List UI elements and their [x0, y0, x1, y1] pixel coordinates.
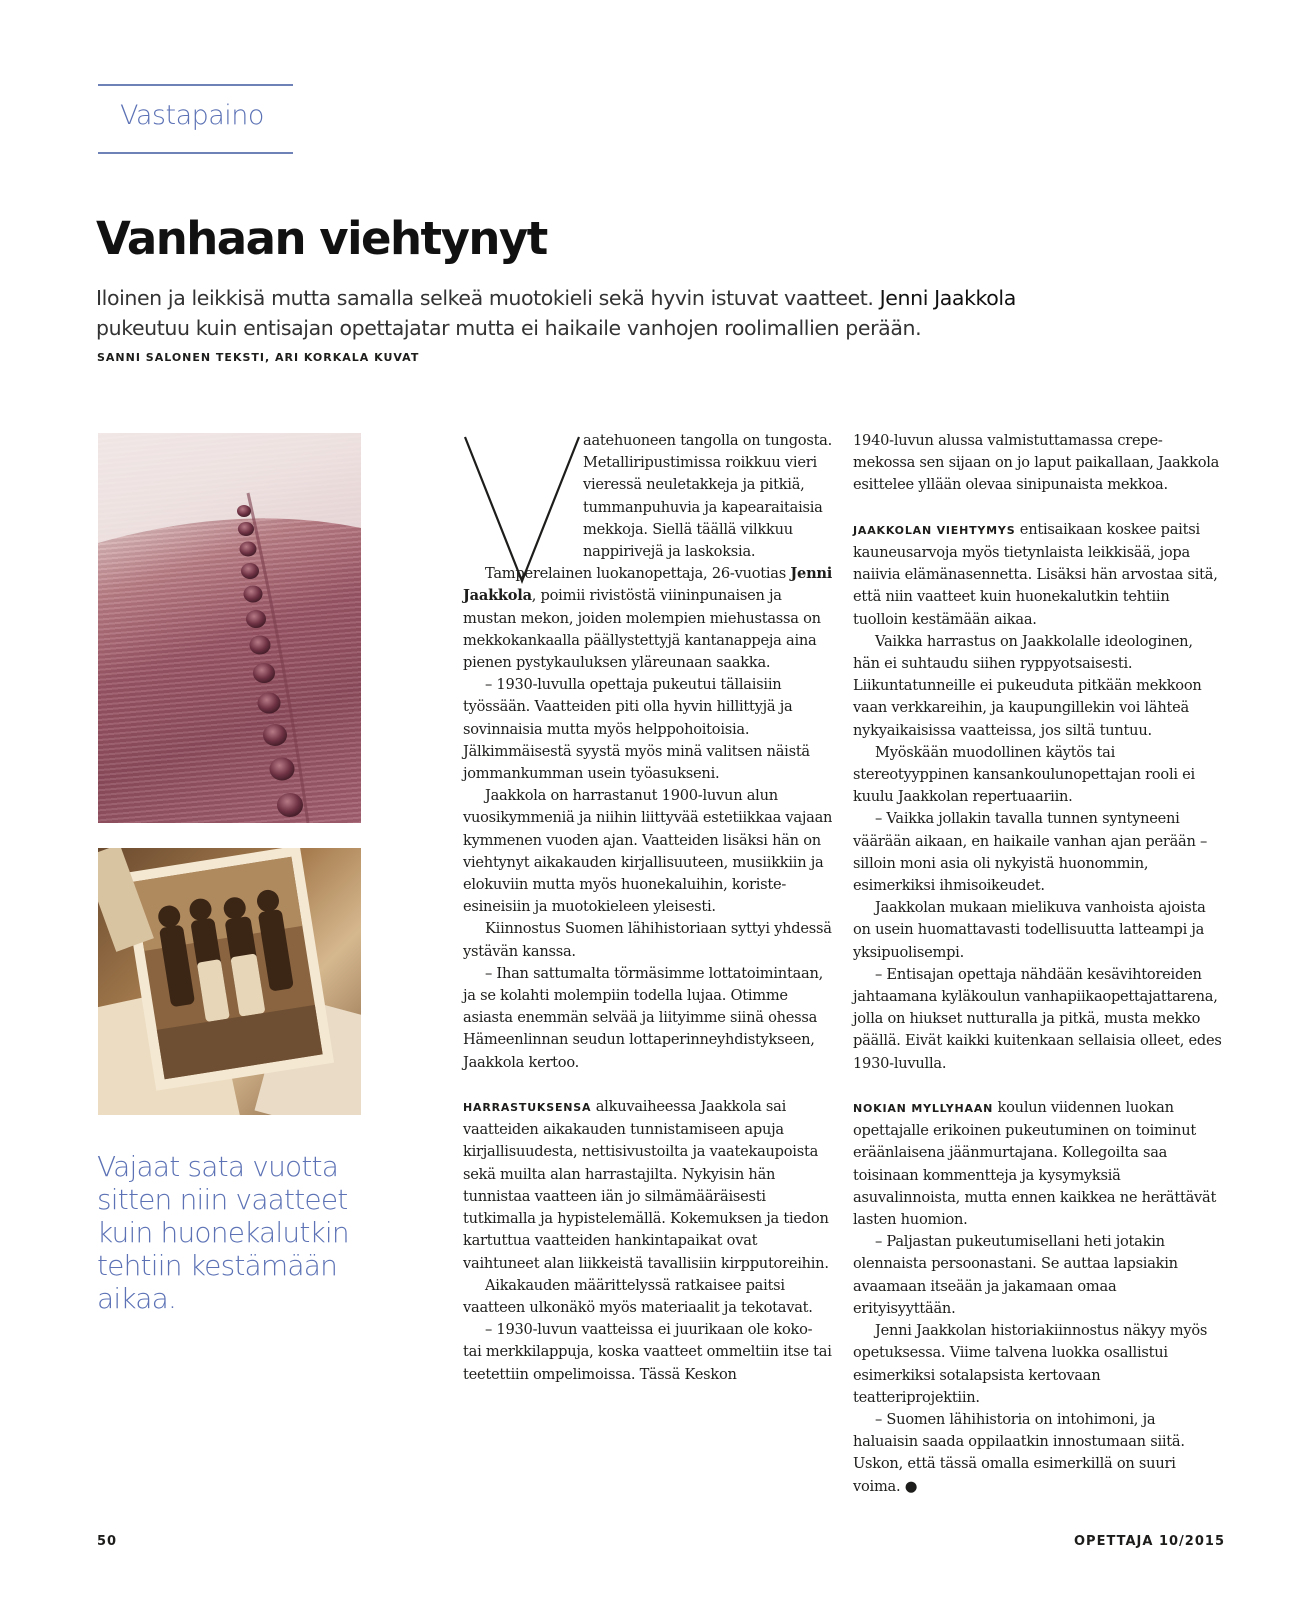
lead-text-2: pukeutuu kuin entisajan opettajatar mutta ei haikaile vanhojen roolimallien perään. — [96, 316, 922, 340]
lead-text-1: Iloinen ja leikkisä mutta samalla selkeä muotokieli sekä hyvin istuvat vaatteet. — [96, 286, 880, 310]
section-tab — [98, 84, 293, 154]
body-paragraph: Jaakkola on harrastanut 1900-luvun alun vuosikymmeniä ja niihin liittyvää estetiikkaa vajaan kymmenen vuoden ajan. Vaatteiden lisäksi hän on viehtynyt aikakauden kirjallisuuteen, musiikkiin ja elokuviin mutta myös huonekaluihin, koriste-esineisiin ja muotokieleen yleisesti. — [463, 787, 833, 916]
body-paragraph: – Paljastan pukeutumisellani heti jotakin olennaista persoonastani. Se auttaa lapsiakin avaamaan itseään ja jakamaan omaa erityisyyttään. — [853, 1233, 1178, 1317]
article-headline: Vanhaan viehtynyt — [96, 212, 547, 265]
body-paragraph: – Vaikka jollakin tavalla tunnen syntyneeni väärään aikaan, en haikaile vanhan ajan perään – silloin moni asia oli nykyistä huonommin, esimerkiksi ihmisoikeudet. — [853, 810, 1208, 895]
body-paragraph: – Ihan sattumalta törmäsimme lottatoimintaan, ja se kolahti molempiin todella lujaa. Otimme asiasta enemmän selvää ja liityimme siinä ohessa Hämeenlinnan seudun lottaperinneyhdistykseen, Jaakkola kertoo. — [463, 964, 824, 1071]
section-label: Vastapaino — [120, 100, 264, 131]
fabric-buttons-drawing — [98, 433, 361, 823]
body-text: alkuvaiheessa Jaakkola sai vaatteiden aikakauden tunnistamiseen apuja kirjallisuudesta, nettisivustoilta ja vaatekaupoista sekä muilta alan harrastajilta. Nykyisin hän tunnistaa vaatteen iän jo silmämääräisesti tutkimalla ja hypistelemällä. Kokemuksen ja tiedon kartuttua vaatteiden hankintapaikat ovat vaihtuneet alan liikkeistä tavallisiin kirpputoreihin. — [463, 1098, 829, 1272]
body-paragraph: 1940-luvun alussa valmistuttamassa crepe-mekossa sen sijaan on jo laput paikallaan, Jaakkola esittelee yllään olevaa sinipunaista mekkoa. — [853, 432, 1220, 494]
body-text: entisaikaan koskee paitsi kauneusarvoja myös tietynlaista leikkisää, jopa naiivia elämänasennetta. Lisäksi hän arvostaa sitä, että niin vaatteet kuin huonekalutkin tehtiin tuolloin kestämään aikaa. — [853, 520, 1218, 628]
body-paragraph — [463, 563, 833, 674]
body-paragraph: Kiinnostus Suomen lähihistoriaan syttyi yhdessä ystävän kanssa. — [463, 920, 832, 960]
subheading-lead-in: JAAKKOLAN VIEHTYMYS — [853, 523, 1016, 537]
person-name: Jenni Jaakkola — [463, 565, 833, 605]
article-column-3 — [853, 430, 1223, 1498]
publication-issue: OPETTAJA 10/2015 — [1074, 1534, 1225, 1549]
article-credits: SANNI SALONEN TEKSTI, ARI KORKALA KUVAT — [97, 351, 420, 364]
vintage-photographs-photo — [98, 848, 361, 1115]
article-lead — [96, 283, 1096, 343]
body-text: , poimii rivistöstä viininpunaisen ja mustan mekon, joiden molempien miehustassa on mekkokankaalla päällystettyjä kantanappeja aina pienen pystykauluksen yläreunaan saakka. — [463, 587, 821, 672]
lead-person-name: Jenni Jaakkola — [879, 286, 1016, 310]
body-text: Tamperelainen luokanopettaja, 26-vuotias — [485, 565, 791, 583]
vintage-photographs-drawing — [98, 848, 361, 1115]
body-paragraph: – Suomen lähihistoria on intohimoni, ja haluaisin saada oppilaatkin innostumaan siitä. Uskon, että tässä omalla esimerkillä on suuri voima. ● — [853, 1410, 1185, 1495]
body-paragraph: Myöskään muodollinen käytös tai stereotyyppinen kansankoulunopettajan rooli ei kuulu Jaakkolan repertuaariin. — [853, 743, 1195, 806]
body-paragraph: Vaikka harrastus on Jaakkolalle ideologinen, hän ei suhtaudu siihen ryppyotsaisesti. Liikuntatunneille ei pukeuduta pitkään mekkoon vaan verkkareihin, ja kaupungillekin voi lähteä nykyaikaisissa vaatteissa, jos siltä tuntuu. — [853, 632, 1202, 739]
body-paragraph: Aikakauden määrittelyssä ratkaisee paitsi vaatteen ulkonäkö myös materiaalit ja tekotavat. — [463, 1276, 813, 1316]
body-paragraph — [853, 1097, 1223, 1231]
subheading-lead-in: NOKIAN MYLLYHAAN — [853, 1102, 994, 1116]
pull-quote: Vajaat sata vuotta sitten niin vaatteet kuin huonekalutkin tehtiin kestämään aikaa. — [97, 1150, 349, 1315]
body-paragraph — [853, 519, 1223, 631]
subheading-lead-in: HARRASTUKSENSA — [463, 1101, 592, 1115]
body-paragraph: – 1930-luvulla opettaja pukeutui tällaisiin työssään. Vaatteiden piti olla hyvin hillittyjä ja sovinnaisia mutta myös helppohoitoisia. Jälkimmäisestä syystä myös minä valitsen näistä jommankumman usein työasukseni. — [463, 676, 810, 783]
page-number: 50 — [97, 1534, 118, 1549]
body-paragraph: Jenni Jaakkolan historiakiinnostus näkyy myös opetuksessa. Viime talvena luokka osallistui esimerkiksi sotalapsista kertovaan teatteriprojektiin. — [853, 1322, 1208, 1406]
body-paragraph: Jaakkolan mukaan mielikuva vanhoista ajoista on usein huomattavasti todellisuutta latteampi ja yksipuolisempi. — [853, 899, 1206, 961]
body-paragraph — [463, 1096, 833, 1275]
body-text: koulun viidennen luokan opettajalle erikoinen pukeutuminen on toiminut eräänlaisena jäänmurtajana. Kollegoilta saa toisinaan kommentteja ja kysymyksiä asuvalinnoista, mutta ennen kaikkea ne herättävät lasten huomion. — [853, 1099, 1217, 1229]
body-paragraph: – Entisajan opettaja nähdään kesävihtoreiden jahtaamana kyläkoulun vanhapiikaopettajattarena, jolla on hiukset nutturalla ja pitkä, musta mekko päällä. Eivät kaikki kuitenkaan sellaisia olleet, edes 1930-luvulla. — [853, 965, 1222, 1072]
fabric-buttons-photo — [98, 433, 361, 823]
article-column-2 — [463, 430, 833, 1386]
body-paragraph-opening: aatehuoneen tangolla on tungosta. Metalliripustimissa roikkuu vieri vieressä neuletakkeja ja pitkiä, tummanpuhuvia ja kapearaitaisia mekkoja. Siellä täällä vilkkuu nappirivejä ja laskoksia. — [583, 432, 833, 561]
body-paragraph: – 1930-luvun vaatteissa ei juurikaan ole koko- tai merkkilappuja, koska vaatteet ommeltiin itse tai teetettiin ompelimoissa. Tässä Keskon — [463, 1321, 832, 1383]
